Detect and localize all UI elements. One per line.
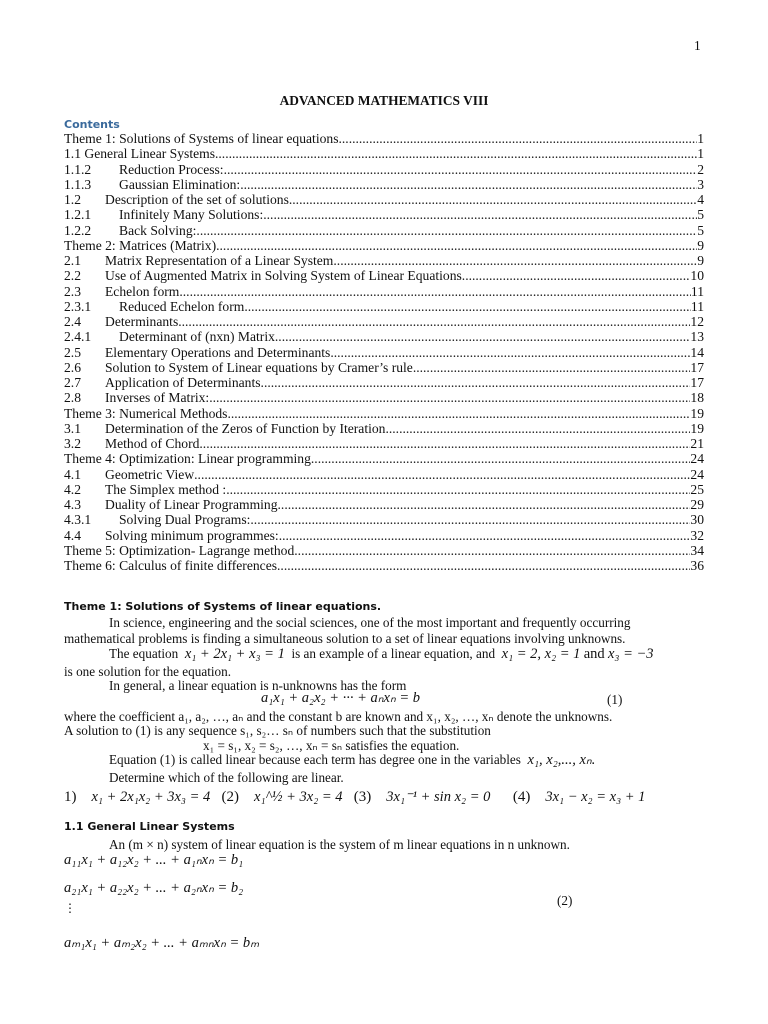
toc-entry-number: 2.7 <box>64 375 81 390</box>
toc-leader-dots <box>179 284 691 299</box>
toc-leader-dots <box>298 543 691 558</box>
toc-entry-page: 3 <box>697 176 704 192</box>
toc-leader-dots <box>462 268 691 283</box>
exercise-label: (2) <box>221 789 240 805</box>
toc-leader-dots <box>278 497 691 512</box>
toc-entry[interactable] <box>64 390 704 405</box>
equation: x₁ = 2, x₂ = 1 <box>501 646 581 662</box>
system-equation-row: aₘ₁x₁ + aₘ₂x₂ + ... + aₘₙxₙ = bₘ <box>64 935 260 951</box>
toc-entry-label: Theme 1: Solutions of Systems of linear equations. <box>64 131 342 146</box>
toc-entry-number: 3.2 <box>64 436 81 451</box>
toc-entry-label: Determinants <box>105 314 179 329</box>
toc-entry-label: Theme 2: Matrices (Matrix) <box>64 237 217 253</box>
toc-entry-number: 2.6 <box>64 359 81 375</box>
toc-entry-page: 1 <box>697 146 704 162</box>
toc-entry-page: 29 <box>690 497 704 512</box>
toc-entry-page: 19 <box>690 405 704 421</box>
toc-leader-dots <box>275 329 691 344</box>
toc-entry[interactable] <box>64 162 704 177</box>
toc-entry-label: Duality of Linear Programming <box>105 497 278 512</box>
toc-entry[interactable] <box>64 314 704 329</box>
paragraph-line: An (m × n) system of linear equation is the system of m linear equations in n unknown. <box>109 837 570 852</box>
table-of-contents <box>64 131 704 573</box>
toc-entry-number: 1.1.2 <box>64 161 92 177</box>
toc-entry-number: 4.3 <box>64 497 81 512</box>
exercise-equation: 3x₁ − x₂ = x₃ + 1 <box>545 789 646 805</box>
toc-entry-page: 24 <box>690 451 704 467</box>
toc-entry-label: Theme 4: Optimization: Linear programming. <box>64 451 315 467</box>
toc-leader-dots <box>342 131 697 146</box>
toc-entry[interactable] <box>64 345 704 360</box>
toc-entry[interactable] <box>64 192 704 207</box>
toc-entry-page: 19 <box>690 420 704 436</box>
text: Equation (1) is called linear because each term has degree one in the variables <box>109 752 521 767</box>
toc-leader-dots <box>226 482 690 497</box>
toc-entry[interactable] <box>64 558 704 573</box>
toc-entry-page: 1 <box>697 131 704 146</box>
toc-leader-dots <box>231 406 691 421</box>
toc-entry-label: 1.1 General Linear Systems <box>64 146 215 162</box>
toc-entry-number: 2.8 <box>64 390 81 406</box>
toc-leader-dots <box>314 451 690 466</box>
toc-entry-number: 2.1 <box>64 253 81 268</box>
contents-heading: Contents <box>64 118 120 131</box>
toc-entry-number: 2.5 <box>64 344 81 360</box>
toc-entry-number: 2.3.1 <box>64 298 92 314</box>
toc-entry[interactable] <box>64 436 704 451</box>
toc-entry-number: 4.3.1 <box>64 512 92 528</box>
toc-entry-number: 1.2 <box>64 192 81 207</box>
toc-leader-dots <box>289 192 697 207</box>
toc-entry-number: 4.1 <box>64 466 81 482</box>
toc-entry[interactable] <box>64 375 704 390</box>
toc-leader-dots <box>215 146 697 161</box>
paragraph-line: In general, a linear equation is n-unknowns has the form <box>109 678 407 693</box>
exercise-list <box>64 789 645 806</box>
equation-2-label: (2) <box>557 893 573 908</box>
toc-entry-page: 21 <box>690 436 704 451</box>
exercise-label: (4) <box>512 789 531 805</box>
toc-entry-page: 34 <box>690 542 704 558</box>
toc-leader-dots <box>279 528 691 543</box>
toc-entry-label: Solving Dual Programs: <box>119 512 251 528</box>
toc-entry[interactable] <box>64 467 704 482</box>
toc-entry-label: Geometric View <box>105 466 195 482</box>
toc-leader-dots <box>240 177 697 192</box>
toc-entry[interactable] <box>64 543 704 558</box>
exercise-label: (3) <box>353 789 372 805</box>
text: is an example of a linear equation, and <box>291 646 496 661</box>
toc-entry[interactable] <box>64 421 704 436</box>
text: and <box>583 646 605 662</box>
toc-leader-dots <box>280 558 690 573</box>
toc-entry-label: Determination of the Zeros of Function by Iteration <box>105 420 386 436</box>
toc-entry-number: 3.1 <box>64 420 81 436</box>
toc-entry-number: 1.2.2 <box>64 222 92 238</box>
toc-leader-dots <box>194 467 690 482</box>
toc-entry[interactable] <box>64 482 704 497</box>
toc-entry[interactable] <box>64 451 704 466</box>
toc-entry-number: 4.4 <box>64 527 81 543</box>
document-title: ADVANCED MATHEMATICS VIII <box>279 93 489 108</box>
toc-entry-number: 2.3 <box>64 283 81 299</box>
toc-entry-label: The Simplex method : <box>105 481 227 497</box>
toc-entry-page: 10 <box>690 268 704 284</box>
toc-entry-label: Description of the set of solutions <box>105 192 289 207</box>
toc-entry-number: 2.4 <box>64 314 81 329</box>
toc-leader-dots <box>196 223 697 238</box>
toc-entry-label: Reduction Process: <box>119 161 224 177</box>
toc-entry-page: 13 <box>690 329 704 345</box>
toc-entry[interactable] <box>64 238 704 253</box>
exercise-equation: x₁^½ + 3x₂ = 4 <box>254 789 343 805</box>
toc-entry-number: 2.4.1 <box>64 329 92 345</box>
toc-entry-page: 11 <box>690 283 704 299</box>
page-number: 1 <box>694 38 701 53</box>
toc-leader-dots <box>261 375 691 390</box>
system-equation-row: a₂₁x₁ + a₂₂x₂ + ... + a₂ₙxₙ = b₂ <box>64 880 244 896</box>
toc-entry-label: Solving minimum programmes: <box>105 527 279 543</box>
toc-entry-page: 32 <box>690 527 704 543</box>
toc-entry-label: Inverses of Matrix: <box>105 390 210 406</box>
system-equation-row: a₁₁x₁ + a₁₂x₂ + ... + a₁ₙxₙ = b₁ <box>64 852 244 868</box>
paragraph-line <box>109 646 654 663</box>
toc-entry-page: 30 <box>690 512 704 528</box>
equation-1-label: (1) <box>607 692 623 707</box>
toc-entry-page: 9 <box>697 237 704 253</box>
toc-entry-label: Theme 3: Numerical Methods. <box>64 405 231 421</box>
toc-leader-dots <box>216 238 697 253</box>
toc-entry[interactable] <box>64 253 704 268</box>
equation-1: a₁x₁ + a₂x₂ + ··· + aₙxₙ = b <box>261 690 421 706</box>
equation: x₁, x₂,..., xₙ. <box>527 752 596 768</box>
paragraph-line: x₁ = s₁, x₂ = s₂, …, xₙ = sₙ satisfies the equation. <box>203 738 460 753</box>
toc-entry-label: Matrix Representation of a Linear System <box>105 253 334 268</box>
paragraph-line: where the coefficient a₁, a₂, …, aₙ and the constant b are known and x₁, x₂, …, xₙ denote the unknowns. <box>64 709 613 724</box>
toc-entry-page: 18 <box>690 390 704 406</box>
paragraph-line: Determine which of the following are linear. <box>109 770 344 785</box>
paragraph-line: In science, engineering and the social sciences, one of the most important and frequently occurring <box>109 615 631 630</box>
paragraph-line: A solution to (1) is any sequence s₁, s₂… sₙ of numbers such that the substitution <box>64 723 491 738</box>
toc-entry-label: Elementary Operations and Determinants <box>105 344 331 360</box>
toc-entry[interactable] <box>64 329 704 344</box>
toc-entry-page: 24 <box>690 466 704 482</box>
toc-leader-dots <box>385 421 690 436</box>
toc-entry-label: Back Solving: <box>119 222 197 238</box>
toc-entry-number: 1.1.3 <box>64 176 92 192</box>
equation: x₃ = −3 <box>607 646 654 662</box>
toc-entry-page: 36 <box>690 558 704 573</box>
toc-entry[interactable] <box>64 146 704 161</box>
toc-entry-page: 14 <box>690 344 704 360</box>
toc-entry-label: Theme 6: Calculus of finite differences. <box>64 558 281 573</box>
toc-entry-page: 25 <box>690 481 704 497</box>
toc-entry-page: 12 <box>690 314 704 329</box>
toc-entry[interactable] <box>64 223 704 238</box>
toc-entry-number: 1.2.1 <box>64 207 92 223</box>
toc-entry[interactable] <box>64 528 704 543</box>
toc-entry-label: Use of Augmented Matrix in Solving System of Linear Equations <box>105 268 462 284</box>
toc-entry-label: Determinant of (nxn) Matrix <box>119 329 275 345</box>
toc-entry-label: Reduced Echelon form <box>119 298 245 314</box>
toc-entry-page: 17 <box>690 375 704 390</box>
toc-entry[interactable] <box>64 512 704 527</box>
toc-leader-dots <box>413 360 691 375</box>
paragraph-line: mathematical problems is finding a simultaneous solution to a set of linear equations involving unknowns. <box>64 631 626 646</box>
toc-entry-label: Method of Chord <box>105 436 200 451</box>
paragraph-line <box>109 752 595 769</box>
toc-entry[interactable] <box>64 207 704 222</box>
toc-leader-dots <box>224 162 698 177</box>
toc-entry-number: 2.2 <box>64 268 81 284</box>
toc-entry-number: 4.2 <box>64 481 81 497</box>
toc-leader-dots <box>250 512 690 527</box>
toc-entry[interactable] <box>64 268 704 283</box>
toc-leader-dots <box>330 345 690 360</box>
toc-entry-label: Gaussian Elimination: <box>119 176 241 192</box>
toc-entry-label: Infinitely Many Solutions: <box>119 207 264 223</box>
section-1-1-heading: 1.1 General Linear Systems <box>64 820 235 833</box>
vertical-dots: ⋮ <box>64 901 76 915</box>
toc-leader-dots <box>244 299 691 314</box>
exercise-label: 1) <box>64 789 77 805</box>
toc-entry-page: 5 <box>697 207 704 223</box>
toc-entry-page: 17 <box>690 359 704 375</box>
text: The equation <box>109 646 179 661</box>
paragraph-line: is one solution for the equation. <box>64 664 232 679</box>
toc-entry-page: 5 <box>697 222 704 238</box>
toc-entry[interactable] <box>64 406 704 421</box>
theme-1-heading: Theme 1: Solutions of Systems of linear equations. <box>64 600 382 613</box>
toc-entry[interactable] <box>64 177 704 192</box>
equation: x₁ + 2x₁ + x₃ = 1 <box>184 646 285 662</box>
toc-leader-dots <box>178 314 690 329</box>
toc-entry-page: 2 <box>697 161 704 177</box>
toc-entry-label: Application of Determinants <box>105 375 261 390</box>
toc-leader-dots <box>333 253 697 268</box>
toc-entry[interactable] <box>64 299 704 314</box>
exercise-equation: x₁ + 2x₁x₂ + 3x₃ = 4 <box>91 789 211 805</box>
toc-entry-page: 4 <box>697 192 704 207</box>
toc-entry-page: 9 <box>697 253 704 268</box>
toc-leader-dots <box>263 207 697 222</box>
toc-entry[interactable] <box>64 131 704 146</box>
toc-entry-label: Solution to System of Linear equations by Cramer’s rule <box>105 359 413 375</box>
toc-entry[interactable] <box>64 284 704 299</box>
toc-entry-page: 11 <box>690 298 704 314</box>
toc-entry-label: Echelon form <box>105 283 180 299</box>
toc-entry[interactable] <box>64 360 704 375</box>
toc-entry-label: Theme 5: Optimization- Lagrange method. <box>64 542 298 558</box>
toc-leader-dots <box>209 390 690 405</box>
exercise-equation: 3x₁⁻¹ + sin x₂ = 0 <box>386 789 491 805</box>
toc-leader-dots <box>199 436 690 451</box>
toc-entry[interactable] <box>64 497 704 512</box>
